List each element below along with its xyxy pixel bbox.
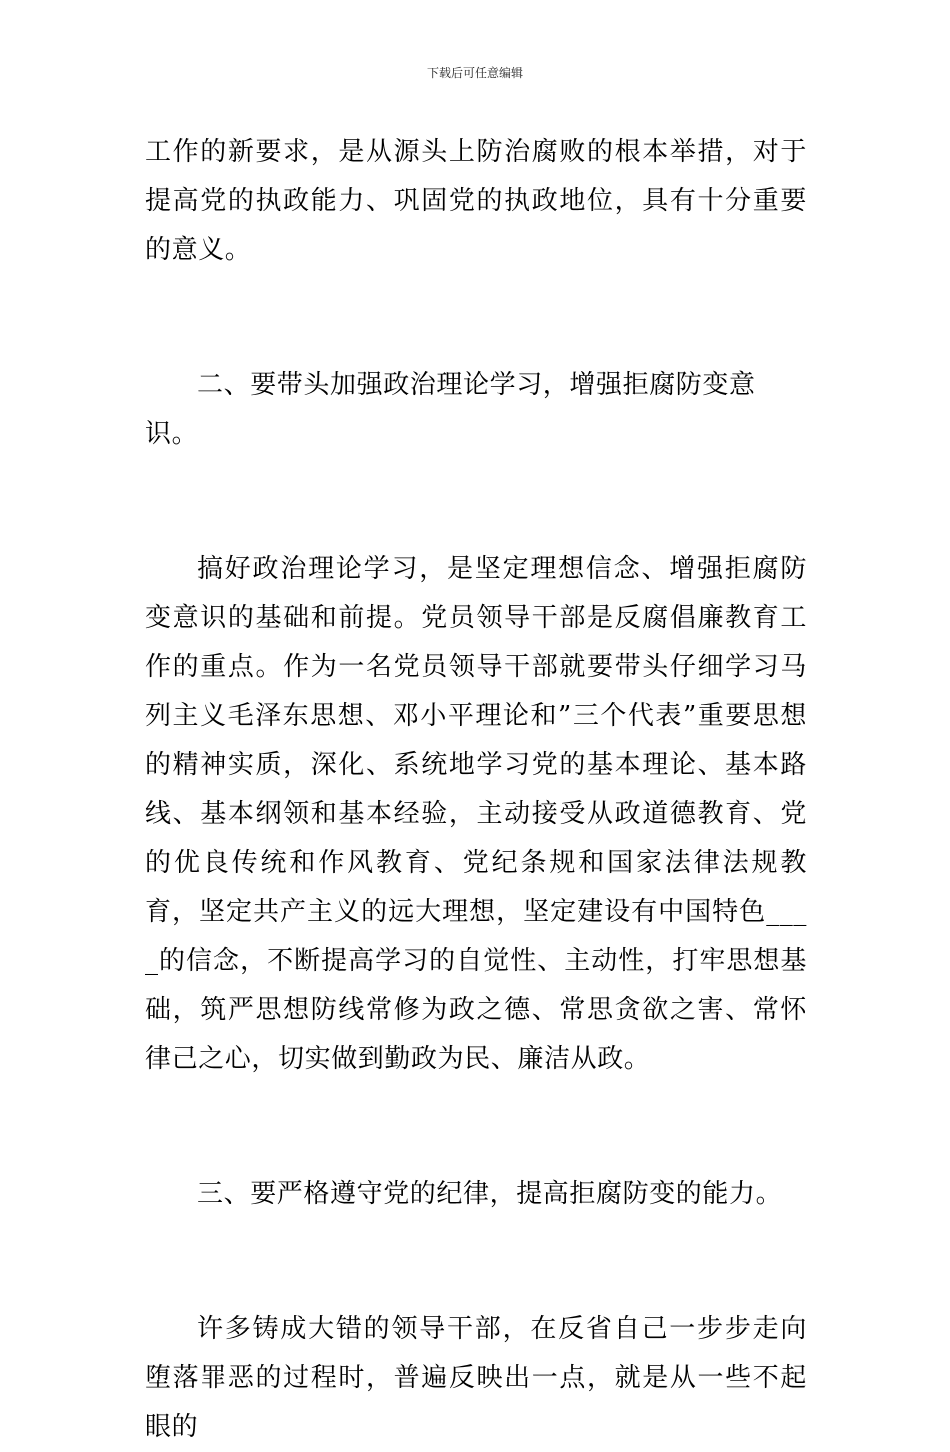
paragraph-spacer bbox=[145, 459, 807, 545]
document-body bbox=[145, 128, 807, 1452]
paragraph-spacer bbox=[145, 275, 807, 361]
page-header: 下载后可任意编辑 bbox=[426, 66, 523, 80]
section-heading-2: 二、要带头加强政治理论学习，增强拒腐防变意识。 bbox=[145, 370, 756, 449]
paragraph-continuation: 工作的新要求，是从源头上防治腐败的根本举措，对于提高党的执政能力、巩固党的执政地位，具有十分重要的意义。 bbox=[145, 137, 807, 265]
paragraph-spacer bbox=[145, 1084, 807, 1170]
paragraph-discipline: 许多铸成大错的领导干部，在反省自己一步步走向堕落罪恶的过程时，普遍反映出一点，就是从一些不起眼的 bbox=[145, 1314, 807, 1442]
paragraph-theory-study: 搞好政治理论学习，是坚定理想信念、增强拒腐防变意识的基础和前提。党员领导干部是反腐倡廉教育工作的重点。作为一名党员领导干部就要带头仔细学习马列主义毛泽东思想、邓小平理论和”三个代表”重要思想的精神实质，深化、系统地学习党的基本理论、基本路线、基本纲领和基本经验，主动接受从政道德教育、党的优良传统和作风教育、党纪条规和国家法律法规教育，坚定共产主义的远大理想，坚定建设有中国特色____的信念，不断提高学习的自觉性、主动性，打牢思想基础，筑严思想防线常修为政之德、常思贪欲之害、常怀律己之心，切实做到勤政为民、廉洁从政。 bbox=[145, 554, 807, 1074]
section-heading-3: 三、要严格遵守党的纪律，提高拒腐防变的能力。 bbox=[197, 1179, 783, 1209]
paragraph-spacer bbox=[145, 1219, 807, 1305]
